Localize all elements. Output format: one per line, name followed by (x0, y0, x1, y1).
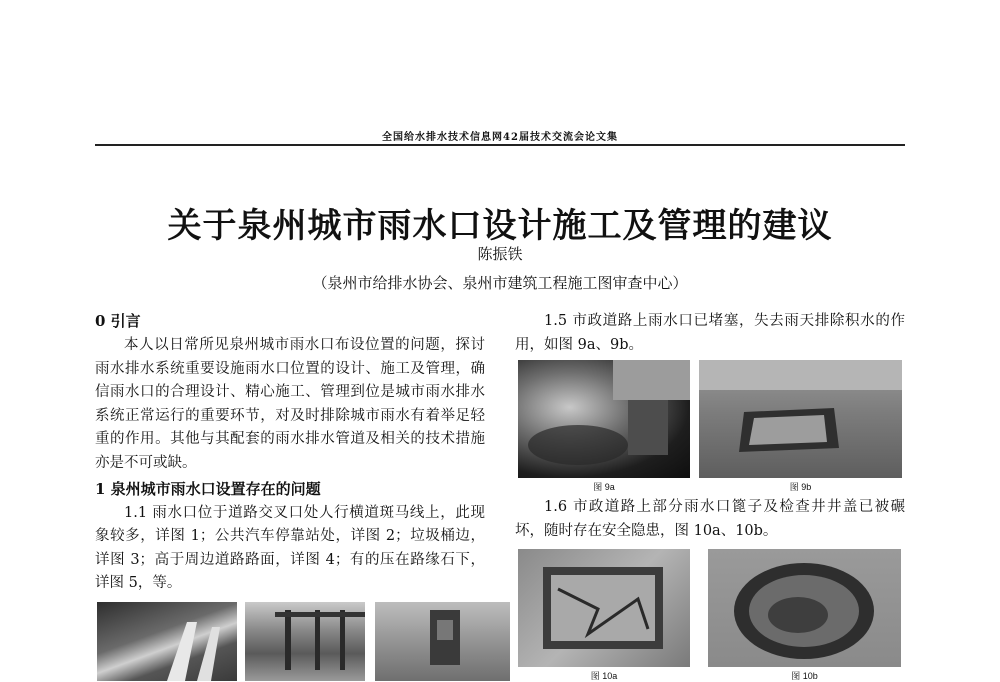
left-column (95, 310, 485, 596)
broken-grate-drawing (518, 549, 690, 667)
author: 陈振铁 (477, 245, 523, 263)
figure-9a-photo (518, 360, 690, 478)
running-header: 全国给水排水技术信息网42届技术交流会论文集 (382, 132, 618, 143)
affiliation: （泉州市给排水协会、泉州市建筑工程施工图审查中心） (312, 274, 688, 292)
right-column (515, 310, 905, 357)
figure-10a-photo (518, 549, 690, 667)
blocked-inlet-water-drawing (518, 360, 690, 478)
figure-10b-photo (708, 549, 901, 667)
header-rule (95, 144, 905, 146)
trash-bin-drawing (375, 602, 510, 681)
right-column-lower (515, 496, 905, 543)
paper-title: 关于泉州城市雨水口设计施工及管理的建议 (167, 206, 833, 246)
figure-9a-caption: 图 9a (593, 482, 615, 492)
section-1-6-paragraph: 1.6 市政道路上部分雨水口篦子及检查井井盖已被碾坏，随时存在安全隐患，图 10a、10b。 (515, 499, 905, 539)
section-1-5-paragraph: 1.5 市政道路上雨水口已堵塞，失去雨天排除积水的作用，如图 9a、9b。 (515, 313, 905, 353)
crosswalk-drawing (97, 602, 237, 681)
figure-10a-caption: 图 10a (590, 671, 618, 681)
section-1-1-paragraph: 1.1 雨水口位于道路交叉口处人行横道斑马线上，此现象较多，详图 1；公共汽车停靠站处，详图 2；垃圾桶边，详图 3；高于周边道路路面，详图 4；有的压在路缘石下，详图 5，等。 (95, 504, 485, 592)
bus-stop-drawing (245, 602, 365, 681)
broken-manhole-drawing (708, 549, 901, 667)
figure-9b-caption: 图 9b (789, 482, 812, 492)
figure-10b-caption: 图 10b (791, 671, 818, 681)
figure-1-photo (97, 602, 237, 681)
section-1-heading: 1 泉州城市雨水口设置存在的问题 (95, 479, 321, 498)
section-0-heading: 0 引言 (95, 312, 141, 330)
blocked-grate-drawing (699, 360, 902, 478)
figure-3-photo (375, 602, 510, 681)
figure-9b-photo (699, 360, 902, 478)
intro-paragraph: 本人以日常所见泉州城市雨水口布设位置的问题，探讨雨水排水系统重要设施雨水口位置的设计、施工及管理，确信雨水口的合理设计、精心施工、管理到位是城市雨水排水系统正常运行的重要环节，对及时排除城市雨水有着举足轻重的作用。其他与其配套的雨水排水管道及相关的技术措施亦是不可或缺。 (95, 337, 485, 471)
figure-2-photo (245, 602, 365, 681)
